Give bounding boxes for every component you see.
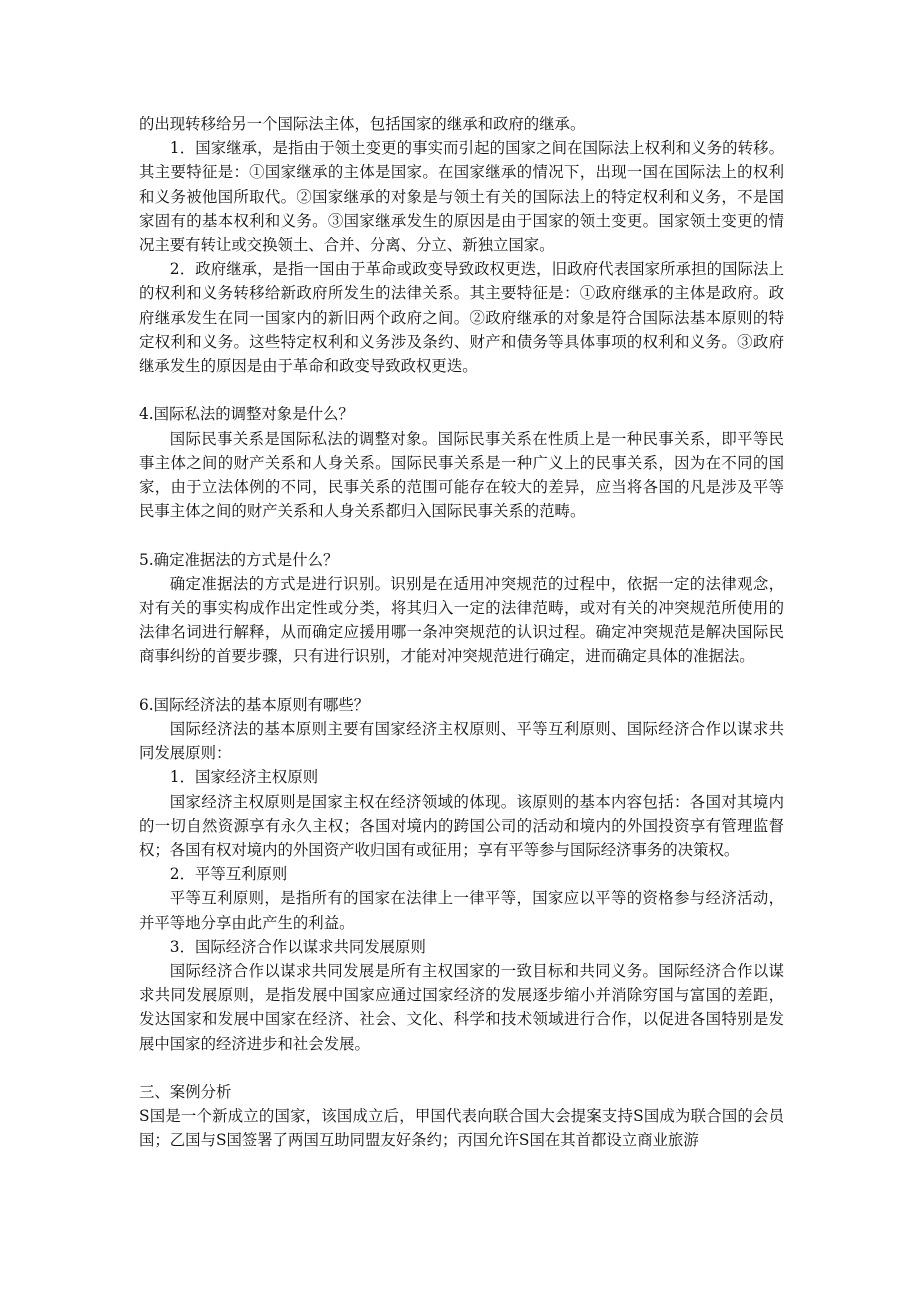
- principle-3-heading: 3．国际经济合作以谋求共同发展原则: [169, 937, 426, 956]
- question-4-answer: 国际民事关系是国际私法的调整对象。国际民事关系在性质上是一种民事关系，即平等民事主体之间的财产关系和人身关系。国际民事关系是一种广义上的民事关系，因为在不同的国家，由于立法体例的不同，民事关系的范围可能存在较大的差异，应当将各国的凡是涉及平等民事主体之间的财产关系和人身关系都归入国际民事关系的范畴。: [139, 429, 784, 521]
- spacer: [139, 523, 784, 547]
- case-text: S国是一个新成立的国家，该国成立后，甲国代表向联合国大会提案支持S国成为联合国的会员国；乙国与S国签署了两国互助同盟友好条约；丙国允许S国在其首都设立商业旅游: [139, 1107, 784, 1150]
- question-4-title: 4.国际私法的调整对象是什么？: [139, 405, 354, 424]
- question-6-intro: 国际经济法的基本原则主要有国家经济主权原则、平等互利原则、国际经济合作以谋求共同发展原则：: [139, 720, 784, 763]
- spacer: [139, 378, 784, 402]
- paragraph-intro: 的出现转移给另一个国际法主体，包括国家的继承和政府的继承。: [139, 115, 586, 133]
- principle-1-text: 国家经济主权原则是国家主权在经济领域的体现。该原则的基本内容包括：各国对其境内的一切自然资源享有永久主权；各国对境内的跨国公司的活动和境内的外国投资享有管理监督权；各国有权对境内的外国资产收归国有或征用；享有平等参与国际经济事务的决策权。: [139, 792, 784, 860]
- principle-1-heading: 1．国家经济主权原则: [169, 768, 319, 787]
- question-5-answer: 确定准据法的方式是进行识别。识别是在适用冲突规范的过程中，依据一定的法律观念，对有关的事实构成作出定性或分类，将其归入一定的法律范畴，或对有关的冲突规范所使用的法律名词进行解释，从而确定应援用哪一条冲突规范的认识过程。确定冲突规范是解决国际民商事纠纷的首要步骤，只有进行识别，才能对冲突规范进行确定，进而确定具体的准据法。: [139, 574, 784, 666]
- question-6-title: 6.国际经济法的基本原则有哪些？: [139, 695, 370, 714]
- spacer: [139, 1056, 784, 1080]
- principle-2-text: 平等互利原则，是指所有的国家在法律上一律平等，国家应以平等的资格参与经济活动，并平等地分享由此产生的利益。: [139, 889, 784, 932]
- section-3-title: 三、案例分析: [139, 1083, 232, 1102]
- spacer: [139, 669, 784, 693]
- principle-3-text: 国际经济合作以谋求共同发展是所有主权国家的一致目标和共同义务。国际经济合作以谋求共同发展原则，是指发展中国家应通过国家经济的发展逐步缩小并消除穷国与富国的差距，发达国家和发展中国家在经济、社会、文化、科学和技术领域进行合作，以促进各国特别是发展中国家的经济进步和社会发展。: [139, 962, 784, 1053]
- paragraph-government-succession: 2．政府继承，是指一国由于革命或政变导致政权更迭，旧政府代表国家所承担的国际法上的权利和义务转移给新政府所发生的法律关系。其主要特征是：①政府继承的主体是政府。政府继承发生在同一国家内的新旧两个政府之间。②政府继承的对象是符合国际法基本原则的特定权利和义务。这些特定权利和义务涉及条约、财产和债务等具体事项的权利和义务。③政府继承发生的原因是由于革命和政变导致政权更迭。: [139, 260, 784, 376]
- paragraph-state-succession: 1．国家继承，是指由于领土变更的事实而引起的国家之间在国际法上权利和义务的转移。其主要特征是：①国家继承的主体是国家。在国家继承的情况下，出现一国在国际法上的权利和义务被他国所取代。②国家继承的对象是与领土有关的国际法上的特定权利和义务，不是国家固有的基本权利和义务。③国家继承发生的原因是由于国家的领土变更。国家领土变更的情况主要有转让或交换领土、合并、分离、分立、新独立国家。: [139, 139, 784, 255]
- principle-2-heading: 2．平等互利原则: [169, 865, 288, 884]
- document-body: [139, 112, 784, 1153]
- question-5-title: 5.确定准据法的方式是什么？: [139, 550, 339, 569]
